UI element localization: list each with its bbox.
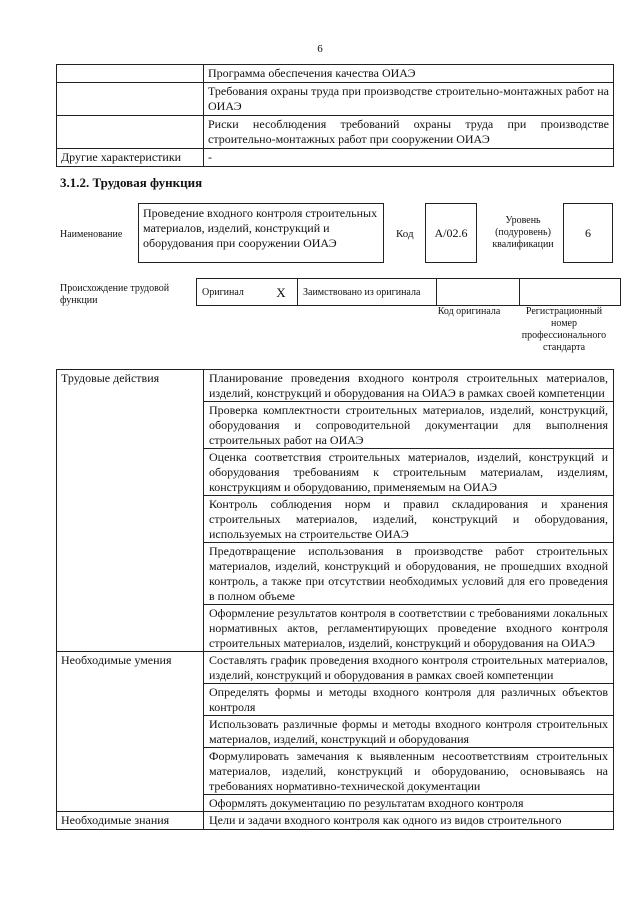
table-row [57, 149, 614, 167]
list-item: Программа обеспечения качества ОИАЭ [204, 65, 614, 83]
list-item: Планирование проведения входного контроля строительных материалов, изделий, конструкций и оборудования на ОИАЭ в рамках своей компетенции [204, 370, 614, 402]
borrowed-label: Заимствовано из оригинала [298, 279, 437, 306]
page-number: 6 [317, 43, 323, 55]
list-item: - [204, 149, 614, 167]
row-label-empty [57, 116, 204, 149]
category-label: Необходимые знания [57, 812, 204, 830]
list-item: Оценка соответствия строительных материалов, изделий, конструкций и оборудования требованиям к строительным материалам, изделиям, конструкциям и оборудованию, применяемым на ОИАЭ [204, 449, 614, 496]
list-item: Использовать различные формы и методы входного контроля строительных материалов, изделий, конструкций и оборудования [204, 716, 614, 748]
row-label-empty [57, 83, 204, 116]
qualification-level: 6 [563, 203, 613, 263]
list-item: Цели и задачи входного контроля как одного из видов строительного [204, 812, 614, 830]
list-item: Формулировать замечания к выявленным несоответствиям строительных материалов, изделий, конструкций и оборудованию, основываясь на требованиях нормативно-технической документации [204, 748, 614, 795]
origin-table [196, 278, 621, 306]
list-item: Контроль соблюдения норм и правил складирования и хранения строительных материалов, изделий, конструкций и оборудования, используемых на строительстве ОИАЭ [204, 496, 614, 543]
row-label: Другие характеристики [57, 149, 204, 167]
original-code-cell [437, 279, 520, 306]
original-mark: X [265, 279, 298, 306]
list-item: Оформлять документацию по результатам входного контроля [204, 795, 614, 812]
table-row [57, 652, 614, 684]
original-label: Оригинал [197, 279, 266, 306]
category-label: Необходимые умения [57, 652, 204, 812]
function-name: Проведение входного контроля строительных материалов, изделий, конструкций и оборудования при сооружении ОИАЭ [138, 203, 384, 263]
function-code: A/02.6 [425, 203, 477, 263]
table-row [57, 83, 614, 116]
list-item: Предотвращение использования в производстве работ строительных материалов, изделий, конструкций и оборудования, не прошедших входной контроль, а также при отсутствии необходимых условий для его проведения в полном объеме [204, 543, 614, 605]
registration-number-caption: Регистрационный номер профессионального стандарта [521, 306, 607, 353]
list-item: Оформление результатов контроля в соответствии с требованиями локальных нормативных актов, регламентирующих проведение входного контроля строительных материалов, изделий, конструкций и оборудования на ОИАЭ [204, 605, 614, 652]
list-item: Составлять график проведения входного контроля строительных материалов, изделий, конструкций и оборудования в рамках своей компетенции [204, 652, 614, 684]
table-row [197, 279, 621, 306]
row-label [57, 65, 204, 83]
function-details-table [56, 369, 614, 830]
origin-label: Происхождение трудовой функции [60, 283, 170, 306]
top-characteristics-table [56, 64, 614, 167]
registration-number-cell [520, 279, 621, 306]
section-title: 3.1.2. Трудовая функция [60, 175, 203, 190]
table-row [57, 116, 614, 149]
list-item: Определять формы и методы входного контроля для различных объектов контроля [204, 684, 614, 716]
code-original-caption: Код оригинала [437, 306, 501, 317]
list-item: Требования охраны труда при производстве строительно-монтажных работ на ОИАЭ [204, 83, 614, 116]
table-row [57, 812, 614, 830]
function-code-label: Код [396, 228, 414, 240]
category-label: Трудовые действия [57, 370, 204, 652]
table-row [57, 65, 614, 83]
list-item: Проверка комплектности строительных материалов, изделий, конструкций, оборудования и сопроводительной документации для выполнения строительных работ на ОИАЭ [204, 402, 614, 449]
table-row [57, 370, 614, 402]
list-item: Риски несоблюдения требований охраны труда при производстве строительно-монтажных работ при сооружении ОИАЭ [204, 116, 614, 149]
function-name-label: Наименование [60, 229, 123, 240]
qualification-level-label: Уровень (подуровень) квалификации [492, 215, 554, 250]
